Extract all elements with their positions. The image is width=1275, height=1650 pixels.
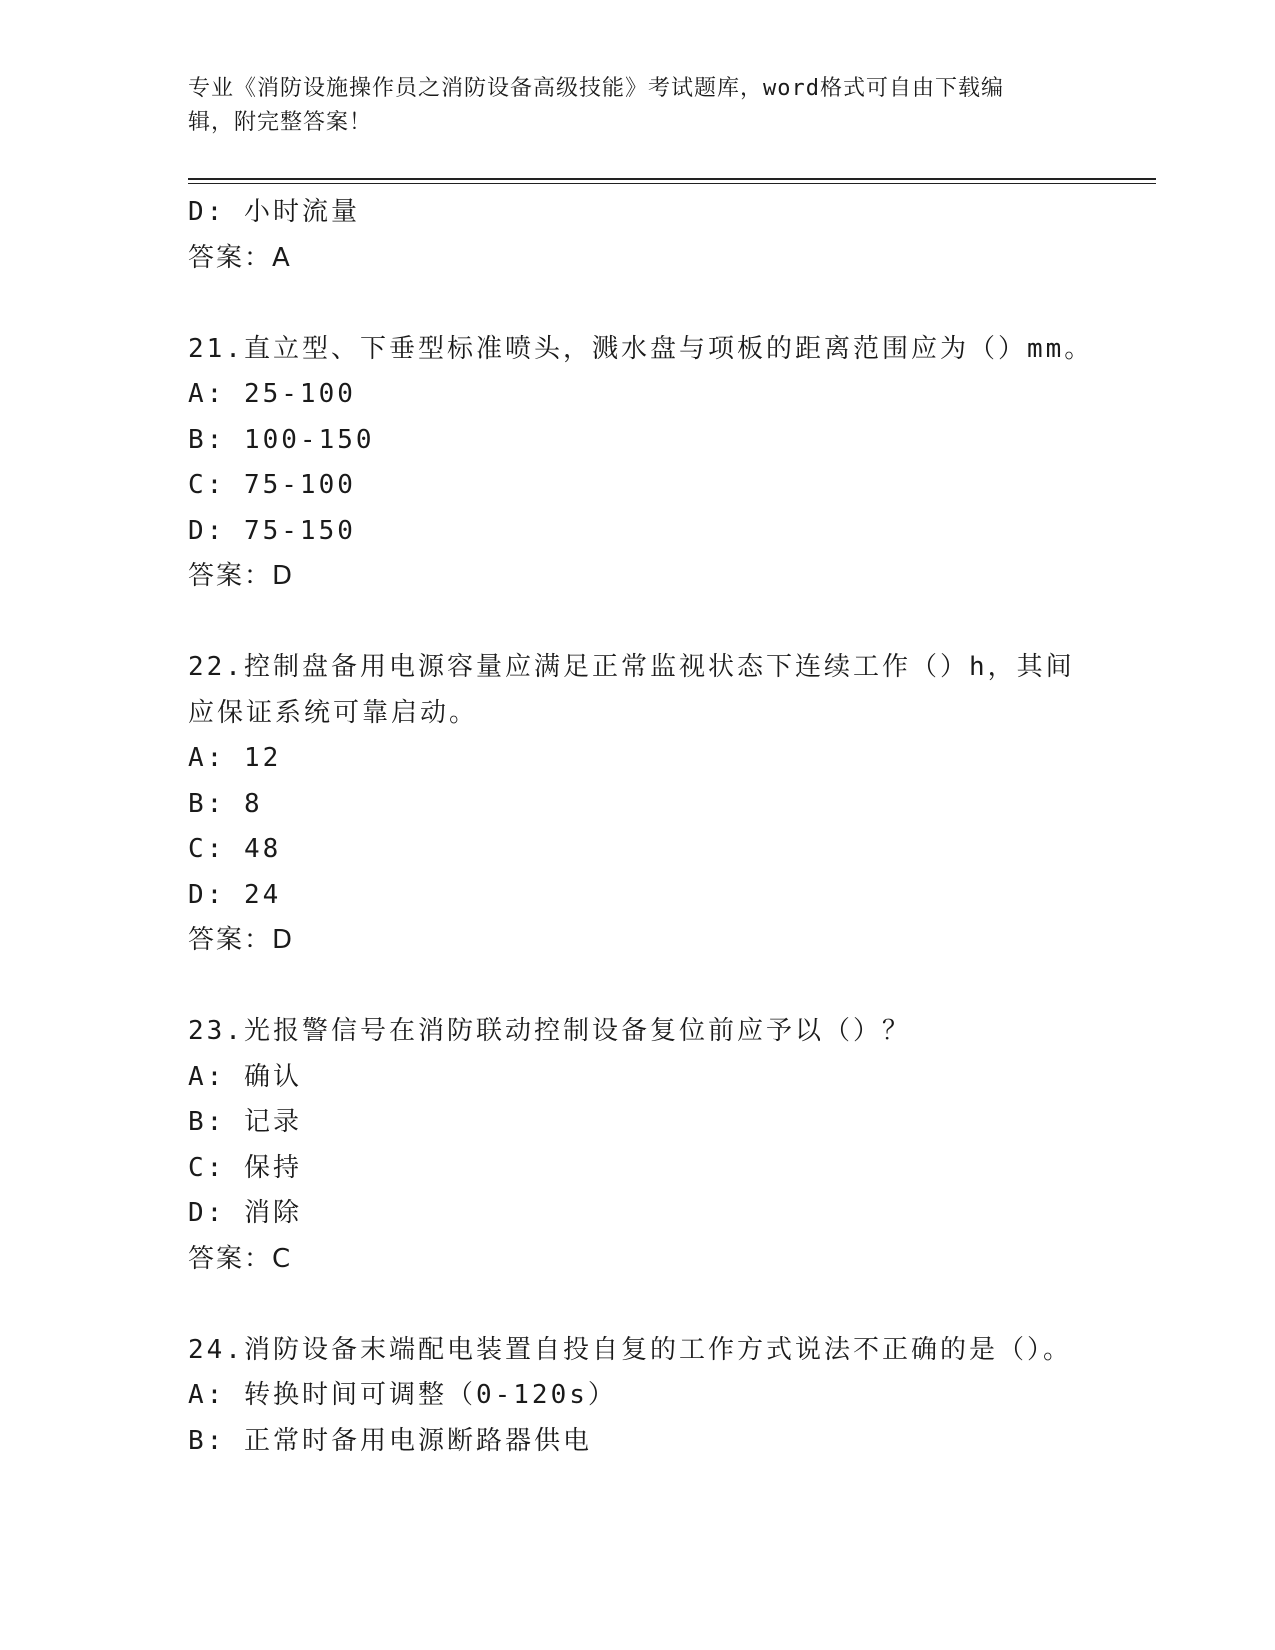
spacer [188, 281, 1088, 327]
question-list [188, 190, 1094, 1464]
question-22 [188, 645, 1088, 964]
question-21 [188, 327, 1094, 600]
option-a: A: 25-100 [188, 379, 356, 409]
option-b: B: 记录 [188, 1107, 302, 1137]
option-c: C: 75-100 [188, 470, 356, 500]
question-24 [188, 1328, 1088, 1465]
spacer [188, 964, 1088, 1010]
header-line-2: 辑，附完整答案！ [188, 110, 373, 135]
header-note [188, 72, 1088, 140]
option-a: A: 12 [188, 743, 282, 773]
option-b: B: 100-150 [188, 424, 375, 455]
answer-line: 答案：A [188, 242, 292, 273]
question-23 [188, 1009, 1088, 1282]
option-c: C: 保持 [188, 1152, 302, 1183]
spacer [188, 1282, 1088, 1328]
question-stem: 23.光报警信号在消防联动控制设备复位前应予以（）？ [188, 1016, 911, 1046]
header-divider-thick [188, 178, 1156, 180]
option-d: D: 消除 [188, 1198, 302, 1228]
question-stem: 21.直立型、下垂型标准喷头，溅水盘与项板的距离范围应为（）mm。 [188, 333, 1094, 364]
option-c: C: 48 [188, 834, 282, 864]
header-divider-thin [188, 183, 1156, 184]
option-a: A: 确认 [188, 1061, 302, 1092]
header-line-1: 专业《消防设施操作员之消防设备高级技能》考试题库，word格式可自由下载编 [188, 76, 1004, 101]
option-d: D: 24 [188, 879, 282, 910]
option-b: B: 8 [188, 788, 263, 819]
option-d: D: 75-150 [188, 515, 356, 546]
answer-line: 答案：D [188, 561, 295, 591]
spacer [188, 600, 1088, 646]
question-stem: 22.控制盘备用电源容量应满足正常监视状态下连续工作（）h，其间 [188, 652, 1075, 682]
question-stem-continued: 应保证系统可靠启动。 [188, 697, 479, 728]
option-a: A: 转换时间可调整（0-120s） [188, 1380, 617, 1410]
option-d: D: 小时流量 [188, 197, 360, 227]
question-stem: 24.消防设备末端配电装置自投自复的工作方式说法不正确的是（）。 [188, 1334, 1072, 1365]
answer-line: 答案：D [188, 925, 295, 955]
previous-question-tail [188, 190, 1088, 281]
answer-line: 答案：C [188, 1243, 293, 1274]
option-b: B: 正常时备用电源断路器供电 [188, 1425, 592, 1456]
